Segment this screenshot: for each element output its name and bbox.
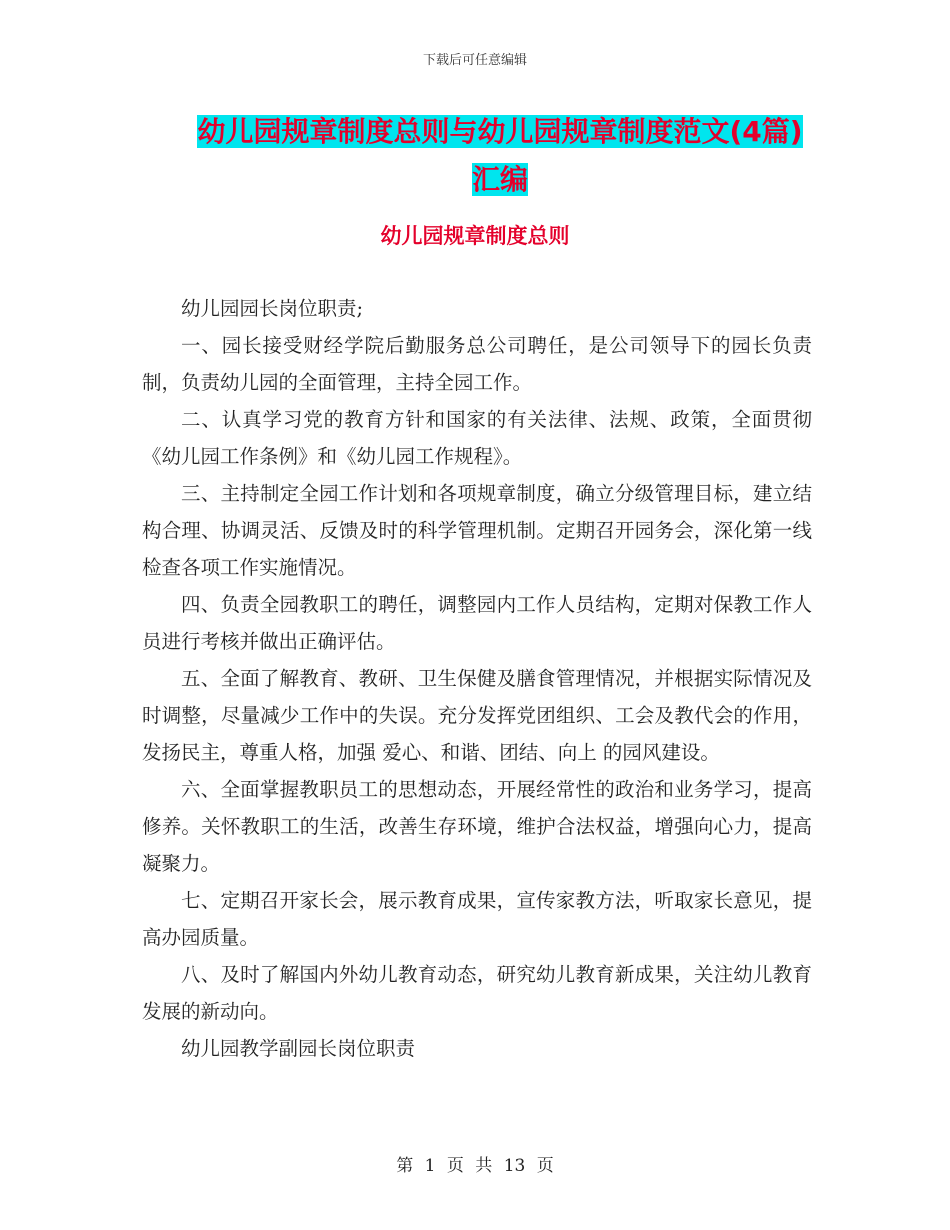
page-number: 第 1 页 共 13 页: [396, 1156, 554, 1176]
paragraph: 三、主持制定全园工作计划和各项规章制度，确立分级管理目标，建立结构合理、协调灵活、反馈及时的科学管理机制。定期召开园务会，深化第一线检查各项工作实施情况。: [142, 482, 812, 579]
document-body: [142, 290, 812, 1067]
paragraph: 幼儿园园长岗位职责;: [181, 297, 364, 320]
paragraph: 二、认真学习党的教育方针和国家的有关法律、法规、政策，全面贯彻《幼儿园工作条例》和《幼儿园工作规程》。: [142, 408, 812, 468]
document-title: [190, 108, 810, 204]
paragraph: 一、园长接受财经学院后勤服务总公司聘任，是公司领导下的园长负责制，负责幼儿园的全面管理，主持全园工作。: [142, 334, 812, 394]
paragraph: 六、全面掌握教职员工的思想动态，开展经常性的政治和业务学习，提高修养。关怀教职工的生活，改善生存环境，维护合法权益，增强向心力，提高凝聚力。: [142, 778, 812, 875]
paragraph: 五、全面了解教育、教研、卫生保健及膳食管理情况，并根据实际情况及时调整，尽量减少工作中的失误。充分发挥党团组织、工会及教代会的作用，发扬民主，尊重人格，加强 爱心、和谐、团结、向上 的园风建设。: [142, 667, 812, 764]
paragraph: 八、及时了解国内外幼儿教育动态，研究幼儿教育新成果，关注幼儿教育发展的新动向。: [142, 963, 812, 1023]
paragraph: 幼儿园教学副园长岗位职责: [181, 1037, 416, 1060]
paragraph: 四、负责全园教职工的聘任，调整园内工作人员结构，定期对保教工作人员进行考核并做出正确评估。: [142, 593, 812, 653]
section-title: 幼儿园规章制度总则: [380, 224, 570, 248]
document-title-highlight: 幼儿园规章制度总则与幼儿园规章制度范文(4篇)汇编: [197, 115, 803, 196]
paragraph: 七、定期召开家长会，展示教育成果，宣传家教方法，听取家长意见，提高办园质量。: [142, 889, 812, 949]
page-header-note: 下载后可任意编辑: [422, 53, 527, 68]
